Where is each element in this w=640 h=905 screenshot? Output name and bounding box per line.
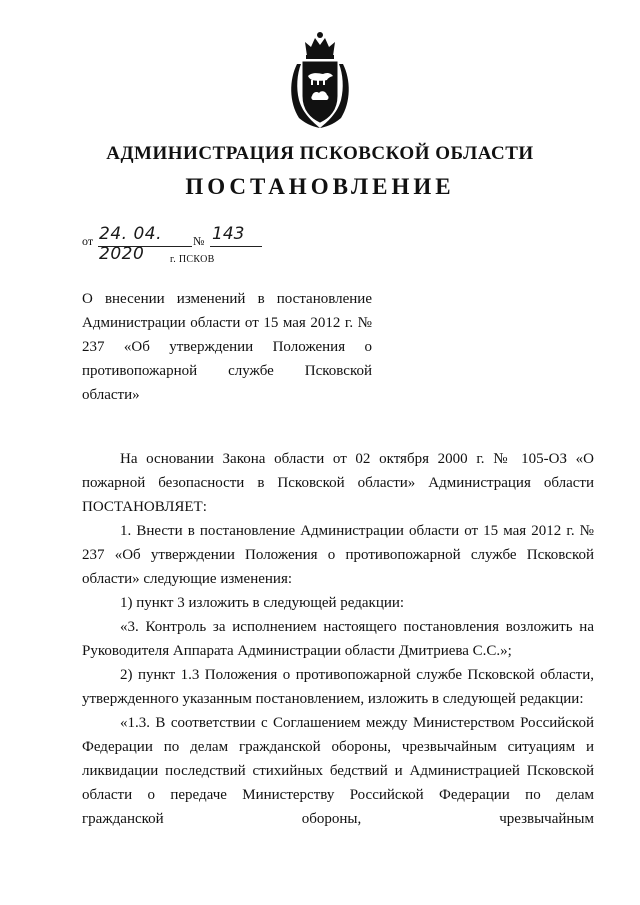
handwritten-number: 143 [212, 224, 245, 244]
document-type-title: ПОСТАНОВЛЕНИЕ [185, 174, 455, 199]
body-paragraph: На основании Закона области от 02 октября 2000 г. № 105-ОЗ «О пожарной безопасности в Псковской области» Администрация области ПОСТАНОВЛЯЕТ: [82, 451, 594, 515]
number-label: № [193, 234, 205, 248]
pskov-coat-of-arms-icon [283, 30, 357, 130]
body-paragraph: «1.3. В соответствии с Соглашением между Министерством Российской Федерации по делам гражданской обороны, чрезвычайным ситуациям и ликвидации последствий стихийных бедствий и Администрацией Псковской области о передаче Министерству Российской Федерации по делам гражданской обороны, чрезвычайным [82, 715, 594, 827]
date-prefix: от [82, 234, 94, 248]
body-paragraph: «3. Контроль за исполнением настоящего постановления возложить на Руководителя Аппарата Администрации области Дмитриева С.С.»; [82, 619, 594, 659]
organization-title: АДМИНИСТРАЦИЯ ПСКОВСКОЙ ОБЛАСТИ [106, 143, 534, 164]
handwritten-date: 24. 04. 2020 [99, 224, 162, 264]
body-paragraph: 1) пункт 3 изложить в следующей редакции: [120, 595, 405, 611]
body-paragraph: 2) пункт 1.3 Положения о противопожарной службе Псковской области, утвержденного указанным постановлением, изложить в следующей редакции: [82, 667, 594, 707]
document-body [82, 447, 594, 831]
date-underline [98, 246, 192, 247]
document-subject: О внесении изменений в постановление Администрации области от 15 мая 2012 г. № 237 «Об утверждении Положения о противопожарной службе Псковской области» [82, 291, 372, 403]
city-label: г. ПСКОВ [170, 254, 215, 265]
body-paragraph: 1. Внести в постановление Администрации области от 15 мая 2012 г. № 237 «Об утверждении Положения о противопожарной службе Псковской области» следующие изменения: [82, 523, 594, 587]
number-underline [210, 246, 262, 247]
